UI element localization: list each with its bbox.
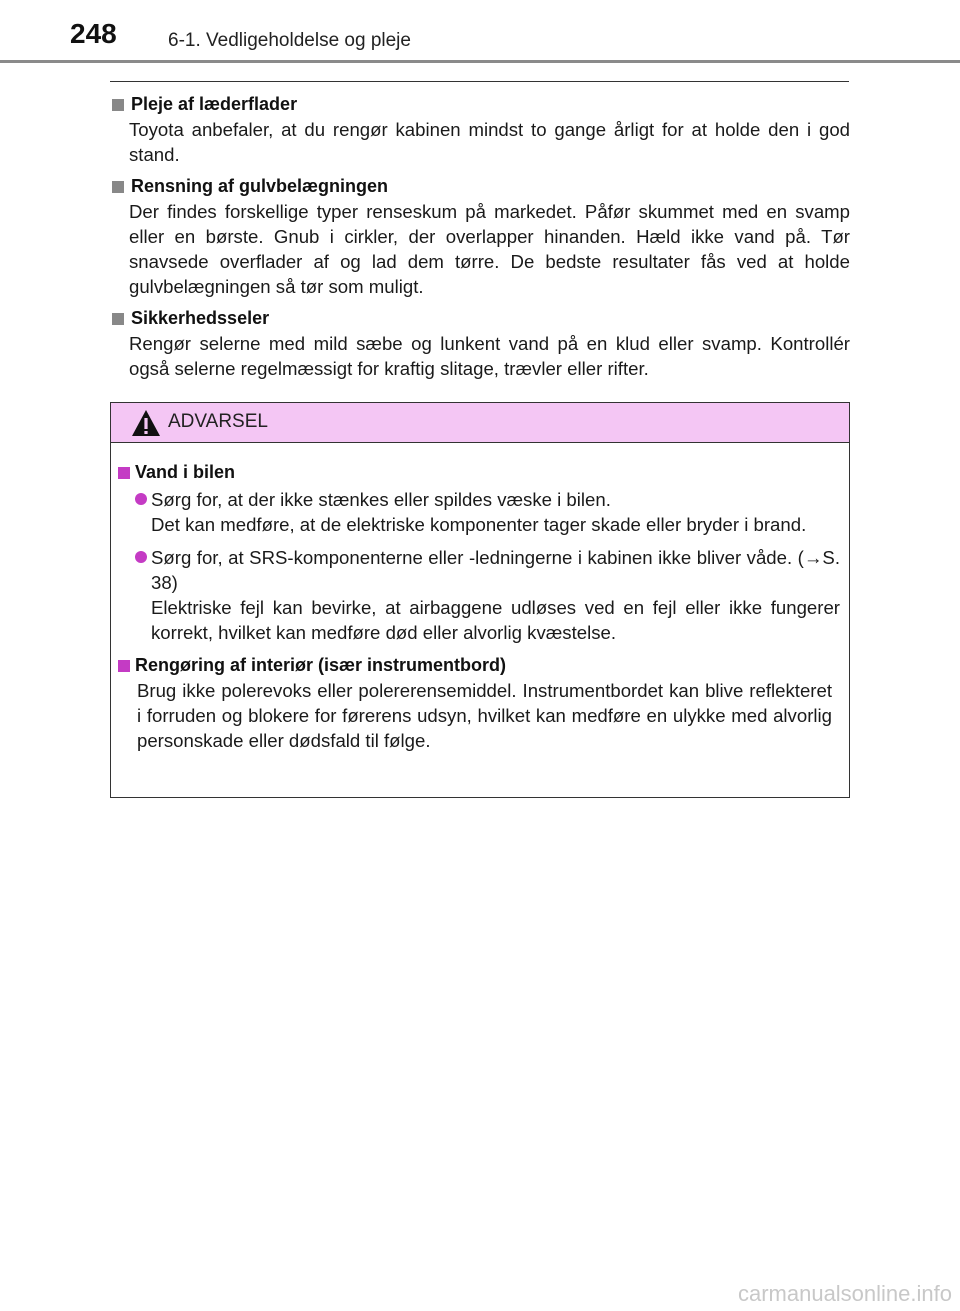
warning-bullet (118, 487, 840, 537)
section-title: Pleje af læderflader (131, 94, 298, 114)
page-header (0, 0, 960, 62)
section-title: Rensning af gulvbelægningen (131, 176, 389, 196)
section-body: Rengør selerne med mild sæbe og lunkent vand på en klud eller svamp. Kontrollér også selerne regelmæssigt for kraftig slitage, trævler eller rifter. (129, 333, 850, 379)
warning-section-title: Rengøring af interiør (især instrumentbord) (135, 655, 507, 675)
warning-section-title: Vand i bilen (135, 462, 236, 482)
bullet-line: Elektriske fejl kan bevirke, at airbaggene udløses ved en fejl eller ikke fungerer korrekt, hvilket kan medføre død eller alvorlig kvæstelse. (151, 597, 840, 643)
warning-bullet (118, 545, 840, 645)
warning-title: ADVARSEL (168, 411, 268, 432)
page-number: 248 (70, 18, 117, 49)
warning-triangle-icon (131, 409, 161, 437)
bullet-line: Sørg for, at der ikke stænkes eller spildes væske i bilen. (151, 489, 611, 510)
round-bullet-icon (135, 493, 147, 505)
square-bullet-icon (112, 313, 124, 325)
content-divider (110, 81, 849, 82)
section-title: Sikkerhedsseler (131, 308, 270, 328)
section-body: Der findes forskellige typer renseskum på markedet. Påfør skummet med en svamp eller en børste. Gnub i cirkler, der overlapper hinanden. Hæld ikke vand på. Tør snavsede overflader af og lad dem tørre. De bedste resultater fås ved at holde gulvbelægningen så tør som muligt. (129, 201, 850, 297)
section-body: Toyota anbefaler, at du rengør kabinen mindst to gange årligt for at holde den i god stand. (129, 119, 850, 165)
warning-header (111, 403, 849, 443)
warning-body (111, 443, 849, 753)
warning-section-body: Brug ikke polerevoks eller polererensemiddel. Instrumentbordet kan blive reflekteret i forruden og blokere for førerens udsyn, hvilket kan medføre en ulykke med alvorlig personskade eller dødsfald til følge. (137, 680, 832, 751)
square-bullet-icon (112, 99, 124, 111)
section-floor-cleaning (110, 174, 850, 299)
warning-box (110, 402, 850, 798)
bullet-line: Det kan medføre, at de elektriske komponenter tager skade eller bryder i brand. (151, 514, 807, 535)
main-content (110, 92, 850, 388)
section-seat-belts (110, 306, 850, 381)
square-bullet-icon (118, 660, 130, 672)
chapter-title: 6-1. Vedligeholdelse og pleje (168, 30, 411, 51)
square-bullet-icon (118, 467, 130, 479)
bullet-line: Sørg for, at SRS-komponenterne eller -ledningerne i kabinen ikke bliver våde. (→S. 38) (151, 547, 840, 593)
section-leather-care (110, 92, 850, 167)
warning-section-interior (118, 653, 840, 753)
round-bullet-icon (135, 551, 147, 563)
warning-section-water (118, 460, 840, 645)
square-bullet-icon (112, 181, 124, 193)
watermark: carmanualsonline.info (737, 1281, 952, 1306)
header-divider (0, 60, 960, 63)
